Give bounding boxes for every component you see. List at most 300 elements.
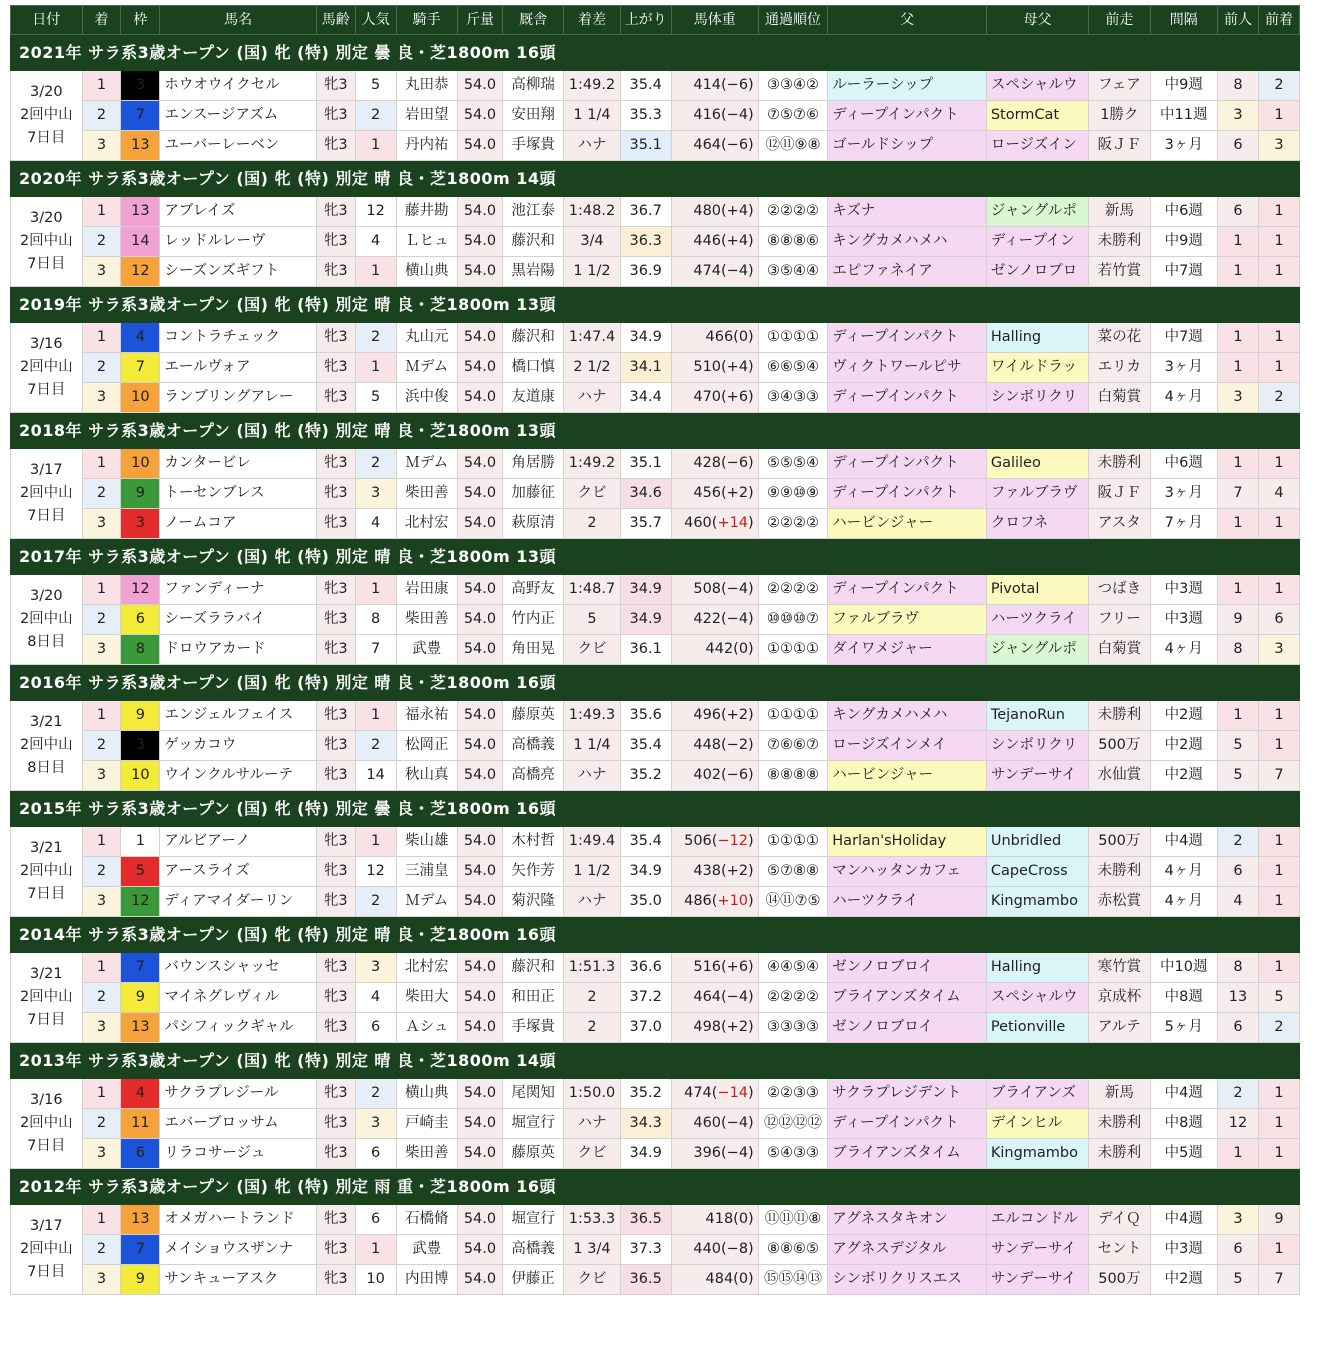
previous-race-link[interactable]: フェア	[1089, 71, 1150, 101]
previous-race-link[interactable]: アルテ	[1089, 1013, 1150, 1043]
jockey-link[interactable]: 藤井勘	[396, 197, 457, 227]
jockey-link[interactable]: 石橋脩	[396, 1205, 457, 1235]
race-day: 7日目	[27, 256, 66, 272]
stable-link[interactable]: 高野友	[502, 575, 563, 605]
broodmare-sire-link[interactable]: Kingmambo	[986, 887, 1088, 917]
popularity: 1	[355, 575, 396, 605]
jockey-link[interactable]: 丹内祐	[396, 131, 457, 161]
interval: 中11週	[1150, 101, 1218, 131]
stable-link[interactable]: 萩原清	[502, 509, 563, 539]
header-previous-race: 前走	[1089, 6, 1150, 35]
body-weight-change: −12	[717, 833, 749, 849]
race-meeting: 2回中山	[19, 989, 73, 1005]
horse-name-link[interactable]: シーズララバイ	[160, 605, 317, 635]
margin: クビ	[564, 479, 620, 509]
previous-popularity: 1	[1218, 449, 1259, 479]
previous-race-link[interactable]: 若竹賞	[1089, 257, 1150, 287]
sire-link[interactable]: アグネスタキオン	[828, 1205, 987, 1235]
sire-link[interactable]: サクラプレジデント	[828, 1079, 987, 1109]
results-table-container	[10, 5, 1300, 1295]
horse-name-link[interactable]: ホウオウイクセル	[160, 71, 317, 101]
jockey-link[interactable]: 松岡正	[396, 731, 457, 761]
previous-race-link[interactable]: 未勝利	[1089, 701, 1150, 731]
sire-link[interactable]: ダイワメジャー	[828, 635, 987, 665]
broodmare-sire-link[interactable]: シンボリクリ	[986, 731, 1088, 761]
previous-finish: 7	[1258, 761, 1299, 791]
popularity: 1	[355, 353, 396, 383]
jockey-link[interactable]: 横山典	[396, 1079, 457, 1109]
weight-carried: 54.0	[457, 1205, 502, 1235]
sire-link[interactable]: アグネスデジタル	[828, 1235, 987, 1265]
sire-link[interactable]: ディープインパクト	[828, 575, 987, 605]
broodmare-sire-link[interactable]: ディープイン	[986, 227, 1088, 257]
passing-order: ③④③③	[758, 383, 828, 413]
sire-link[interactable]: ブライアンズタイム	[828, 983, 987, 1013]
previous-race-link[interactable]: 1勝ク	[1089, 101, 1150, 131]
horse-name-link[interactable]: ウインクルサルーテ	[160, 761, 317, 791]
finish-position: 1	[82, 449, 121, 479]
weight-carried: 54.0	[457, 1265, 502, 1295]
jockey-link[interactable]: 北村宏	[396, 509, 457, 539]
sire-link[interactable]: ハービンジャー	[828, 761, 987, 791]
jockey-link[interactable]: 武豊	[396, 635, 457, 665]
horse-age: 牝3	[316, 383, 355, 413]
sire-link[interactable]: ハーツクライ	[828, 887, 987, 917]
body-weight-value: 466(0)	[705, 329, 754, 345]
previous-race-link[interactable]: エリカ	[1089, 353, 1150, 383]
broodmare-sire-link[interactable]: スペシャルウ	[986, 983, 1088, 1013]
stable-link[interactable]: 藤原英	[502, 701, 563, 731]
previous-race-link[interactable]: 新馬	[1089, 1079, 1150, 1109]
last-3f-time: 36.3	[620, 227, 671, 257]
race-date: 3/21	[30, 714, 63, 730]
previous-finish: 1	[1258, 701, 1299, 731]
last-3f-time: 37.2	[620, 983, 671, 1013]
table-row	[11, 887, 1300, 917]
sire-link[interactable]: ヴィクトワールピサ	[828, 353, 987, 383]
broodmare-sire-link[interactable]: CapeCross	[986, 857, 1088, 887]
jockey-link[interactable]: 横山典	[396, 257, 457, 287]
body-weight-value: 428(−6)	[693, 455, 754, 471]
previous-finish: 1	[1258, 1079, 1299, 1109]
stable-link[interactable]: 高橋亮	[502, 761, 563, 791]
previous-race-link[interactable]: アスタ	[1089, 509, 1150, 539]
horse-number: 12	[121, 575, 160, 605]
sire-link[interactable]: ディープインパクト	[828, 383, 987, 413]
stable-link[interactable]: 角居勝	[502, 449, 563, 479]
sire-link[interactable]: ゼンノロブロイ	[828, 953, 987, 983]
horse-name-link[interactable]: シーズンズギフト	[160, 257, 317, 287]
stable-link[interactable]: 友道康	[502, 383, 563, 413]
jockey-link[interactable]: 武豊	[396, 1235, 457, 1265]
stable-link[interactable]: 菊沢隆	[502, 887, 563, 917]
horse-name-link[interactable]: ノームコア	[160, 509, 317, 539]
table-row	[11, 827, 1300, 857]
body-weight-value: 448(−2)	[693, 737, 754, 753]
horse-name-link[interactable]: カンタービレ	[160, 449, 317, 479]
jockey-link[interactable]: Ｍデム	[396, 449, 457, 479]
previous-race-link[interactable]: 500万	[1089, 1265, 1150, 1295]
horse-age: 牝3	[316, 1079, 355, 1109]
broodmare-sire-link[interactable]: ブライアンズ	[986, 1079, 1088, 1109]
body-weight-value: 456(+2)	[693, 485, 754, 501]
popularity: 2	[355, 887, 396, 917]
body-weight-value: 396(−4)	[693, 1145, 754, 1161]
previous-race-link[interactable]: 未勝利	[1089, 1139, 1150, 1169]
horse-name-link[interactable]: マイネグレヴィル	[160, 983, 317, 1013]
jockey-link[interactable]: 柴田善	[396, 1139, 457, 1169]
popularity: 1	[355, 827, 396, 857]
sire-link[interactable]: シンボリクリスエス	[828, 1265, 987, 1295]
body-weight	[671, 257, 758, 287]
broodmare-sire-link[interactable]: エルコンドル	[986, 1205, 1088, 1235]
previous-race-link[interactable]: 寒竹賞	[1089, 953, 1150, 983]
stable-link[interactable]: 藤沢和	[502, 953, 563, 983]
stable-link[interactable]: 尾関知	[502, 1079, 563, 1109]
body-weight	[671, 857, 758, 887]
finish-position: 1	[82, 827, 121, 857]
horse-name-link[interactable]: メイショウスザンナ	[160, 1235, 317, 1265]
passing-order: ④④⑤④	[758, 953, 828, 983]
broodmare-sire-link[interactable]: Halling	[986, 953, 1088, 983]
previous-race-link[interactable]: 未勝利	[1089, 1109, 1150, 1139]
stable-link[interactable]: 手塚貴	[502, 1013, 563, 1043]
broodmare-sire-link[interactable]: ジャングルポ	[986, 635, 1088, 665]
body-weight-value: 416(−4)	[693, 107, 754, 123]
previous-popularity: 5	[1218, 731, 1259, 761]
race-day: 7日目	[27, 382, 66, 398]
broodmare-sire-link[interactable]: StormCat	[986, 101, 1088, 131]
horse-name-link[interactable]: リラコサージュ	[160, 1139, 317, 1169]
horse-number: 12	[121, 257, 160, 287]
body-weight-value: 446(+4)	[693, 233, 754, 249]
weight-carried: 54.0	[457, 509, 502, 539]
body-weight	[671, 827, 758, 857]
jockey-link[interactable]: 丸山元	[396, 323, 457, 353]
last-3f-time: 35.4	[620, 827, 671, 857]
finish-position: 1	[82, 953, 121, 983]
horse-number: 10	[121, 449, 160, 479]
table-row	[11, 983, 1300, 1013]
sire-link[interactable]: キズナ	[828, 197, 987, 227]
horse-name-link[interactable]: ユーバーレーベン	[160, 131, 317, 161]
stable-link[interactable]: 安田翔	[502, 101, 563, 131]
jockey-link[interactable]: 内田博	[396, 1265, 457, 1295]
last-3f-time: 36.1	[620, 635, 671, 665]
jockey-link[interactable]: 福永祐	[396, 701, 457, 731]
body-weight-change: +14	[717, 515, 749, 531]
stable-link[interactable]: 橋口慎	[502, 353, 563, 383]
stable-link[interactable]: 藤沢和	[502, 323, 563, 353]
broodmare-sire-link[interactable]: ハーツクライ	[986, 605, 1088, 635]
broodmare-sire-link[interactable]: Petionville	[986, 1013, 1088, 1043]
broodmare-sire-link[interactable]: クロフネ	[986, 509, 1088, 539]
body-weight-value: 464(−4)	[693, 989, 754, 1005]
sire-link[interactable]: キングカメハメハ	[828, 227, 987, 257]
interval: 中7週	[1150, 323, 1218, 353]
horse-name-link[interactable]: エンスージアズム	[160, 101, 317, 131]
table-row	[11, 71, 1300, 101]
jockey-link[interactable]: 柴田大	[396, 983, 457, 1013]
finish-position: 2	[82, 353, 121, 383]
sire-link[interactable]: ハービンジャー	[828, 509, 987, 539]
previous-race-link[interactable]: 新馬	[1089, 197, 1150, 227]
jockey-link[interactable]: 三浦皇	[396, 857, 457, 887]
last-3f-time: 37.0	[620, 1013, 671, 1043]
stable-link[interactable]: 堀宣行	[502, 1109, 563, 1139]
broodmare-sire-link[interactable]: ワイルドラッ	[986, 353, 1088, 383]
previous-race-link[interactable]: 白菊賞	[1089, 383, 1150, 413]
broodmare-sire-link[interactable]: サンデーサイ	[986, 1265, 1088, 1295]
interval: 中2週	[1150, 1265, 1218, 1295]
popularity: 4	[355, 509, 396, 539]
broodmare-sire-link[interactable]: デインヒル	[986, 1109, 1088, 1139]
previous-race-link[interactable]: 未勝利	[1089, 449, 1150, 479]
popularity: 1	[355, 1235, 396, 1265]
previous-race-link[interactable]: セント	[1089, 1235, 1150, 1265]
horse-name-link[interactable]: アルビアーノ	[160, 827, 317, 857]
interval: 4ヶ月	[1150, 857, 1218, 887]
stable-link[interactable]: 手塚貴	[502, 131, 563, 161]
weight-carried: 54.0	[457, 383, 502, 413]
previous-finish: 1	[1258, 353, 1299, 383]
jockey-link[interactable]: 柴山雄	[396, 827, 457, 857]
race-date: 3/17	[30, 1218, 63, 1234]
broodmare-sire-link[interactable]: Unbridled	[986, 827, 1088, 857]
sire-link[interactable]: ディープインパクト	[828, 323, 987, 353]
horse-name-link[interactable]: ドロウアカード	[160, 635, 317, 665]
jockey-link[interactable]: 北村宏	[396, 953, 457, 983]
weight-carried: 54.0	[457, 227, 502, 257]
body-weight-value: 460(	[684, 515, 718, 531]
race-meeting: 2回中山	[19, 611, 73, 627]
popularity: 2	[355, 449, 396, 479]
previous-finish: 3	[1258, 131, 1299, 161]
body-weight	[671, 761, 758, 791]
stable-link[interactable]: 矢作芳	[502, 857, 563, 887]
finish-position: 2	[82, 1235, 121, 1265]
stable-link[interactable]: 藤沢和	[502, 227, 563, 257]
horse-name-link[interactable]: ゲッカコウ	[160, 731, 317, 761]
broodmare-sire-link[interactable]: Pivotal	[986, 575, 1088, 605]
last-3f-time: 35.6	[620, 701, 671, 731]
stable-link[interactable]: 藤原英	[502, 1139, 563, 1169]
horse-name-link[interactable]: ディアマイダーリン	[160, 887, 317, 917]
broodmare-sire-link[interactable]: スペシャルウ	[986, 71, 1088, 101]
sire-link[interactable]: ディープインパクト	[828, 101, 987, 131]
table-header-row	[11, 6, 1300, 35]
body-weight-value: 438(+2)	[693, 863, 754, 879]
table-row	[11, 635, 1300, 665]
horse-age: 牝3	[316, 701, 355, 731]
jockey-link[interactable]: 秋山真	[396, 761, 457, 791]
jockey-link[interactable]: Ｌヒュ	[396, 227, 457, 257]
previous-race-link[interactable]: デイＱ	[1089, 1205, 1150, 1235]
previous-popularity: 13	[1218, 983, 1259, 1013]
passing-order: ③③④②	[758, 71, 828, 101]
broodmare-sire-link[interactable]: Kingmambo	[986, 1139, 1088, 1169]
stable-link[interactable]: 加藤征	[502, 479, 563, 509]
horse-name-link[interactable]: エバーブロッサム	[160, 1109, 317, 1139]
popularity: 12	[355, 197, 396, 227]
stable-link[interactable]: 堀宣行	[502, 1205, 563, 1235]
previous-race-link[interactable]: 未勝利	[1089, 227, 1150, 257]
header-horse-name: 馬名	[160, 6, 317, 35]
broodmare-sire-link[interactable]: シンボリクリ	[986, 383, 1088, 413]
previous-race-link[interactable]: 白菊賞	[1089, 635, 1150, 665]
previous-race-link[interactable]: 未勝利	[1089, 857, 1150, 887]
interval: 中7週	[1150, 257, 1218, 287]
previous-race-link[interactable]: 500万	[1089, 731, 1150, 761]
previous-race-link[interactable]: 赤松賞	[1089, 887, 1150, 917]
sire-link[interactable]: ルーラーシップ	[828, 71, 987, 101]
horse-name-link[interactable]: トーセンブレス	[160, 479, 317, 509]
broodmare-sire-link[interactable]: Halling	[986, 323, 1088, 353]
sire-link[interactable]: ファルブラヴ	[828, 605, 987, 635]
stable-link[interactable]: 高柳瑞	[502, 71, 563, 101]
previous-race-link[interactable]: 500万	[1089, 827, 1150, 857]
margin: 5	[564, 605, 620, 635]
jockey-link[interactable]: Ｍデム	[396, 887, 457, 917]
margin: 1:49.4	[564, 827, 620, 857]
table-row	[11, 479, 1300, 509]
broodmare-sire-link[interactable]: TejanoRun	[986, 701, 1088, 731]
stable-link[interactable]: 池江泰	[502, 197, 563, 227]
passing-order: ①①①①	[758, 701, 828, 731]
previous-race-link[interactable]: 阪ＪＦ	[1089, 131, 1150, 161]
race-meeting: 2回中山	[19, 359, 73, 375]
horse-name-link[interactable]: コントラチェック	[160, 323, 317, 353]
jockey-link[interactable]: 岩田康	[396, 575, 457, 605]
passing-order: ⑪⑪⑪⑧	[758, 1205, 828, 1235]
sire-link[interactable]: エピファネイア	[828, 257, 987, 287]
broodmare-sire-link[interactable]: ファルブラヴ	[986, 479, 1088, 509]
previous-popularity: 3	[1218, 1205, 1259, 1235]
sire-link[interactable]: ブライアンズタイム	[828, 1139, 987, 1169]
jockey-link[interactable]: 柴田善	[396, 479, 457, 509]
sire-link[interactable]: ディープインパクト	[828, 449, 987, 479]
stable-link[interactable]: 高橋義	[502, 731, 563, 761]
jockey-link[interactable]: 丸田恭	[396, 71, 457, 101]
stable-link[interactable]: 木村哲	[502, 827, 563, 857]
weight-carried: 54.0	[457, 575, 502, 605]
passing-order: ⑩⑩⑩⑦	[758, 605, 828, 635]
horse-name-link[interactable]: エンジェルフェイス	[160, 701, 317, 731]
interval: 中5週	[1150, 1139, 1218, 1169]
horse-age: 牝3	[316, 1013, 355, 1043]
finish-position: 1	[82, 1079, 121, 1109]
broodmare-sire-link[interactable]: サンデーサイ	[986, 761, 1088, 791]
stable-link[interactable]: 角田晃	[502, 635, 563, 665]
sire-link[interactable]: ディープインパクト	[828, 1109, 987, 1139]
horse-name-link[interactable]: オメガハートランド	[160, 1205, 317, 1235]
popularity: 3	[355, 953, 396, 983]
jockey-link[interactable]: 柴田善	[396, 605, 457, 635]
stable-link[interactable]: 高橋義	[502, 1235, 563, 1265]
broodmare-sire-link[interactable]: ゼンノロブロ	[986, 257, 1088, 287]
previous-race-link[interactable]: 菜の花	[1089, 323, 1150, 353]
header-previous-finish: 前着	[1258, 6, 1299, 35]
body-weight	[671, 101, 758, 131]
jockey-link[interactable]: Ａシュ	[396, 1013, 457, 1043]
stable-link[interactable]: 和田正	[502, 983, 563, 1013]
sire-link[interactable]: ゼンノロブロイ	[828, 1013, 987, 1043]
last-3f-time: 34.9	[620, 857, 671, 887]
race-day: 7日目	[27, 130, 66, 146]
popularity: 3	[355, 1109, 396, 1139]
stable-link[interactable]: 伊藤正	[502, 1265, 563, 1295]
horse-name-link[interactable]: サンキューアスク	[160, 1265, 317, 1295]
body-weight	[671, 383, 758, 413]
previous-race-link[interactable]: 阪ＪＦ	[1089, 479, 1150, 509]
table-row	[11, 1235, 1300, 1265]
jockey-link[interactable]: 戸崎圭	[396, 1109, 457, 1139]
weight-carried: 54.0	[457, 701, 502, 731]
race-date-cell	[11, 953, 83, 1043]
horse-name-link[interactable]: アブレイズ	[160, 197, 317, 227]
previous-race-link[interactable]: 水仙賞	[1089, 761, 1150, 791]
horse-number: 8	[121, 635, 160, 665]
race-meeting: 2回中山	[19, 737, 73, 753]
margin: 1:47.4	[564, 323, 620, 353]
race-date-cell	[11, 827, 83, 917]
broodmare-sire-link[interactable]: ロージズイン	[986, 131, 1088, 161]
horse-name-link[interactable]: ファンディーナ	[160, 575, 317, 605]
previous-popularity: 4	[1218, 887, 1259, 917]
sire-link[interactable]: ゴールドシップ	[828, 131, 987, 161]
race-title: 2017年 サラ系3歳オープン (国) 牝 (特) 別定 晴 良・芝1800m 13頭	[11, 539, 1300, 575]
sire-link[interactable]: マンハッタンカフェ	[828, 857, 987, 887]
sire-link[interactable]: キングカメハメハ	[828, 701, 987, 731]
broodmare-sire-link[interactable]: サンデーサイ	[986, 1235, 1088, 1265]
sire-link[interactable]: ディープインパクト	[828, 479, 987, 509]
broodmare-sire-link[interactable]: Galileo	[986, 449, 1088, 479]
horse-name-link[interactable]: バウンスシャッセ	[160, 953, 317, 983]
horse-name-link[interactable]: サクラプレジール	[160, 1079, 317, 1109]
interval: 中2週	[1150, 731, 1218, 761]
header-age: 馬齢	[316, 6, 355, 35]
horse-name-link[interactable]: ランブリングアレー	[160, 383, 317, 413]
table-row	[11, 353, 1300, 383]
jockey-link[interactable]: Ｍデム	[396, 353, 457, 383]
interval: 中3週	[1150, 1235, 1218, 1265]
jockey-link[interactable]: 浜中俊	[396, 383, 457, 413]
stable-link[interactable]: 竹内正	[502, 605, 563, 635]
previous-race-link[interactable]: つばき	[1089, 575, 1150, 605]
sire-link[interactable]: Harlan'sHoliday	[828, 827, 987, 857]
race-date: 3/17	[30, 462, 63, 478]
stable-link[interactable]: 黒岩陽	[502, 257, 563, 287]
popularity: 6	[355, 1205, 396, 1235]
race-header-row	[11, 1169, 1300, 1205]
horse-name-link[interactable]: パシフィックギャル	[160, 1013, 317, 1043]
race-day: 7日目	[27, 508, 66, 524]
last-3f-time: 34.9	[620, 323, 671, 353]
broodmare-sire-link[interactable]: ジャングルポ	[986, 197, 1088, 227]
previous-race-link[interactable]: 京成杯	[1089, 983, 1150, 1013]
previous-race-link[interactable]: フリー	[1089, 605, 1150, 635]
horse-name-link[interactable]: アースライズ	[160, 857, 317, 887]
previous-popularity: 1	[1218, 1139, 1259, 1169]
race-date: 3/16	[30, 336, 63, 352]
sire-link[interactable]: ロージズインメイ	[828, 731, 987, 761]
horse-name-link[interactable]: レッドルレーヴ	[160, 227, 317, 257]
previous-finish: 1	[1258, 101, 1299, 131]
body-weight-value: 496(+2)	[693, 707, 754, 723]
horse-name-link[interactable]: エールヴォア	[160, 353, 317, 383]
previous-finish: 1	[1258, 509, 1299, 539]
jockey-link[interactable]: 岩田望	[396, 101, 457, 131]
